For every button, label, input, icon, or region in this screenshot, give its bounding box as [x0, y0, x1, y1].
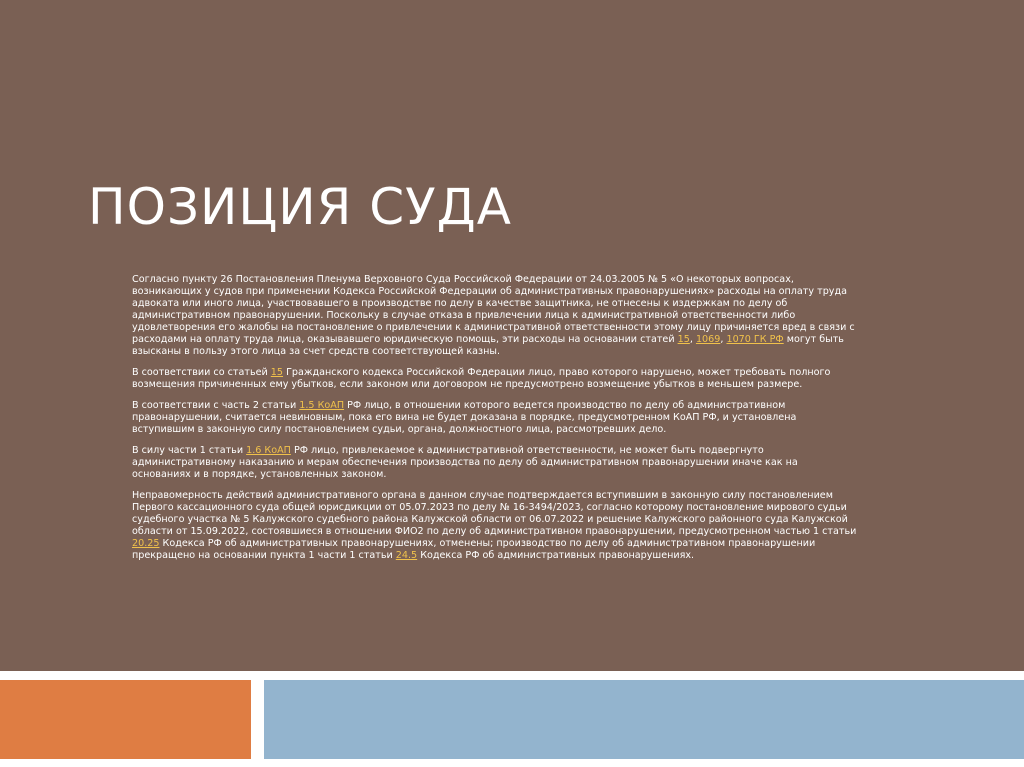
paragraph-1-text: Согласно пункту 26 Постановления Пленума Верховного Суда Российской Федерации от 24.03.2005 № 5 «О некоторых вопросах, возникающих у судов при применении Кодекса Российской Федерации об административных правонарушениях» расходы на оплату труда адвоката или иного лица, участвовавшего в производстве по делу в качестве защитника, не отнесены к издержкам по делу об административном правонарушении. Поскольку в случае отказа в привлечении лица к административной ответственности либо удовлетворения его жалобы на постановление о привлечении к административной ответственности этому лицу причиняется вред в связи с расходами на оплату труда лица, оказывавшего юридическую помощь, эти расходы на основании статей	[132, 274, 855, 345]
paragraph-2	[132, 367, 857, 391]
link-article-1069[interactable]: 1069	[695, 334, 721, 345]
paragraph-5-text-mid: Кодекса РФ об административных правонарушениях, отменены; производство по делу об административном правонарушении прекращено на основании пункта 1 части 1 статьи	[132, 538, 816, 561]
paragraph-4-text-end: РФ лицо, привлекаемое к административной ответственности, не может быть подвергнуто административному наказанию и мерам обеспечения производства по делу об административном правонарушении иначе как на основаниях и в порядке, установленных законом.	[132, 445, 798, 480]
paragraph-1-text-end: могут быть взысканы в пользу этого лица за счет средств соответствующей казны.	[132, 334, 844, 357]
paragraph-3-text-end: РФ лицо, в отношении которого ведется производство по делу об административном правонарушении, считается невиновным, пока его вина не будет доказана в порядке, предусмотренном КоАП РФ, и установлена вступившим в законную силу постановлением судьи, органа, должностного лица, рассмотревших дело.	[132, 400, 797, 435]
paragraph-5-text: Неправомерность действий административного органа в данном случае подтверждается вступившим в законную силу постановлением Первого кассационного суда общей юрисдикции от 05.07.2023 по делу № 16-3494/2023, согласно которому постановление мирового судьи судебного участка № 5 Калужского судебного района Калужской области от 06.07.2022 и решение Калужского районного суда Калужской области от 15.09.2022, состоявшиеся в отношении ФИО2 по делу об административном правонарушении, предусмотренном частью 1 статьи	[132, 490, 857, 537]
body-text	[132, 274, 857, 571]
link-koap-24-5[interactable]: 24.5	[395, 550, 418, 561]
paragraph-4	[132, 445, 857, 481]
separator-text: ,	[689, 334, 696, 345]
link-gk-article-15[interactable]: 15	[270, 367, 284, 378]
link-koap-1-6[interactable]: 1.6 КоАП	[246, 445, 291, 456]
paragraph-5	[132, 490, 857, 562]
slide-title: ПОЗИЦИЯ СУДА	[88, 178, 512, 236]
footer-accent-blue	[264, 680, 1024, 759]
paragraph-5-text-end: Кодекса РФ об административных правонарушениях.	[417, 550, 695, 561]
link-article-15[interactable]: 15	[677, 334, 690, 345]
link-koap-1-5[interactable]: 1.5 КоАП	[299, 400, 345, 411]
link-article-1070-gk[interactable]: 1070 ГК РФ	[726, 334, 784, 345]
paragraph-3	[132, 400, 857, 436]
link-koap-20-25[interactable]: 20.25	[132, 538, 160, 549]
separator-text: ,	[720, 334, 727, 345]
paragraph-4-text: В силу части 1 статьи	[132, 445, 247, 456]
footer-accent-orange	[0, 680, 251, 759]
paragraph-3-text: В соответствии с часть 2 статьи	[132, 400, 300, 411]
paragraph-1	[132, 274, 857, 358]
paragraph-2-text-end: Гражданского кодекса Российской Федерации лицо, право которого нарушено, может требовать полного возмещения причиненных ему убытков, если законом или договором не предусмотрено возмещение убытков в меньшем размере.	[132, 367, 831, 390]
paragraph-2-text: В соответствии со статьей	[132, 367, 271, 378]
